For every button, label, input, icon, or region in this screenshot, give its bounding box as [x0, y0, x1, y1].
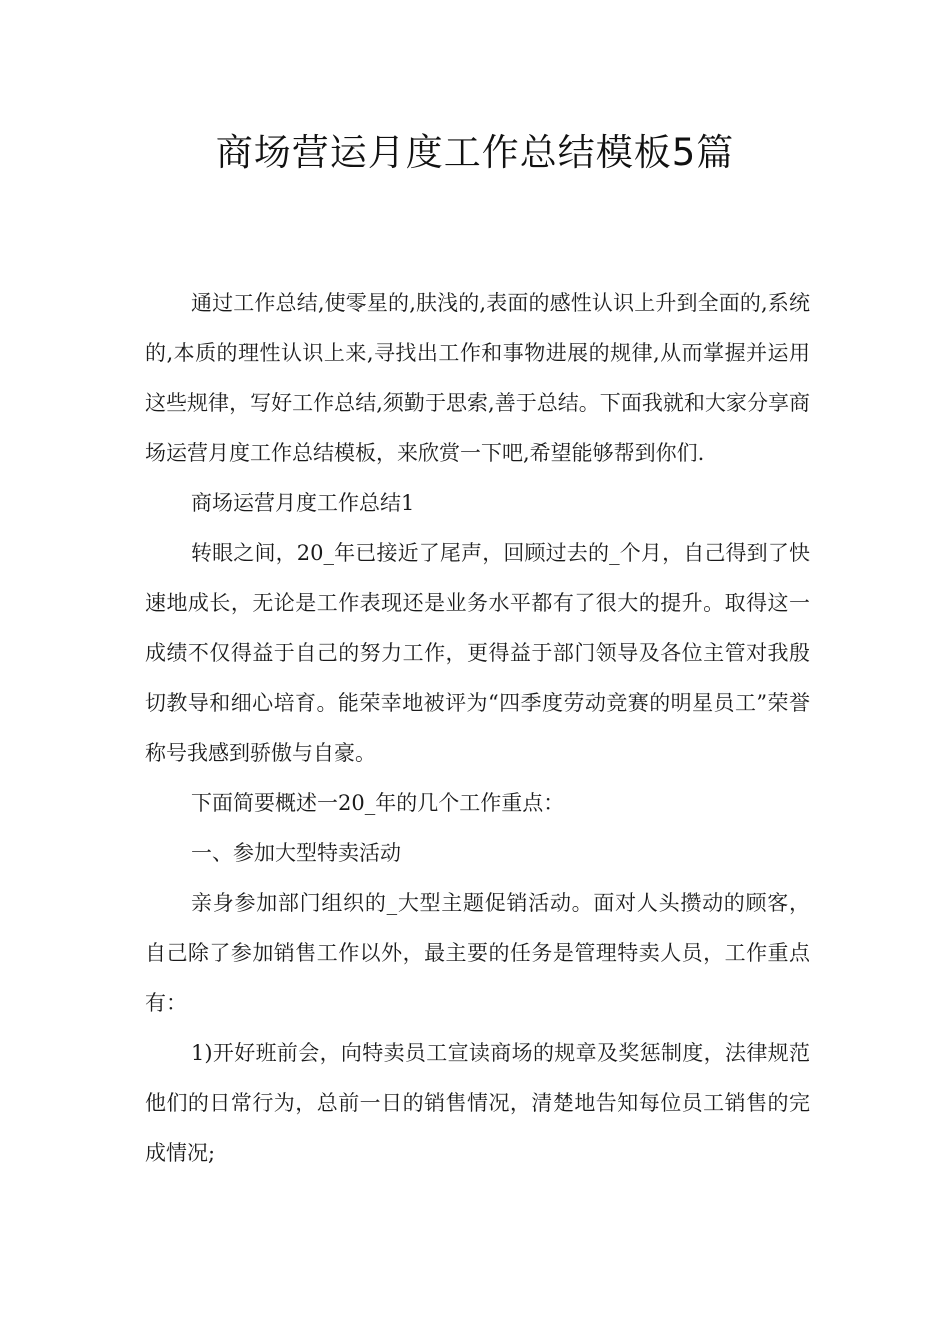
intro-paragraph: 通过工作总结,使零星的,肤浅的,表面的感性认识上升到全面的,系统的,本质的理性认识上来,寻找出工作和事物进展的规律,从而掌握并运用这些规律，写好工作总结,须勤于思索,善于总结。下面我就和大家分享商场运营月度工作总结模板，来欣赏一下吧,希望能够帮到你们.: [145, 291, 810, 465]
subsection-heading: 一、参加大型特卖活动: [191, 841, 401, 865]
document-body: [145, 278, 810, 1178]
document-title: 商场营运月度工作总结模板5篇: [215, 131, 735, 174]
body-paragraph: 下面简要概述一20_年的几个工作重点：: [191, 791, 565, 815]
body-paragraph: 转眼之间，20_年已接近了尾声，回顾过去的_个月，自己得到了快速地成长，无论是工作表现还是业务水平都有了很大的提升。取得这一成绩不仅得益于自己的努力工作，更得益于部门领导及各位主管对我殷切教导和细心培育。能荣幸地被评为“四季度劳动竞赛的明星员工”荣誉称号我感到骄傲与自豪。: [145, 541, 810, 765]
list-item: 1)开好班前会，向特卖员工宣读商场的规章及奖惩制度，法律规范他们的日常行为，总前一日的销售情况，清楚地告知每位员工销售的完成情况;: [145, 1041, 810, 1165]
body-paragraph: 亲身参加部门组织的_大型主题促销活动。面对人头攒动的顾客，自己除了参加销售工作以外，最主要的任务是管理特卖人员，工作重点有：: [145, 891, 810, 1015]
section-heading-1: 商场运营月度工作总结1: [191, 491, 415, 515]
